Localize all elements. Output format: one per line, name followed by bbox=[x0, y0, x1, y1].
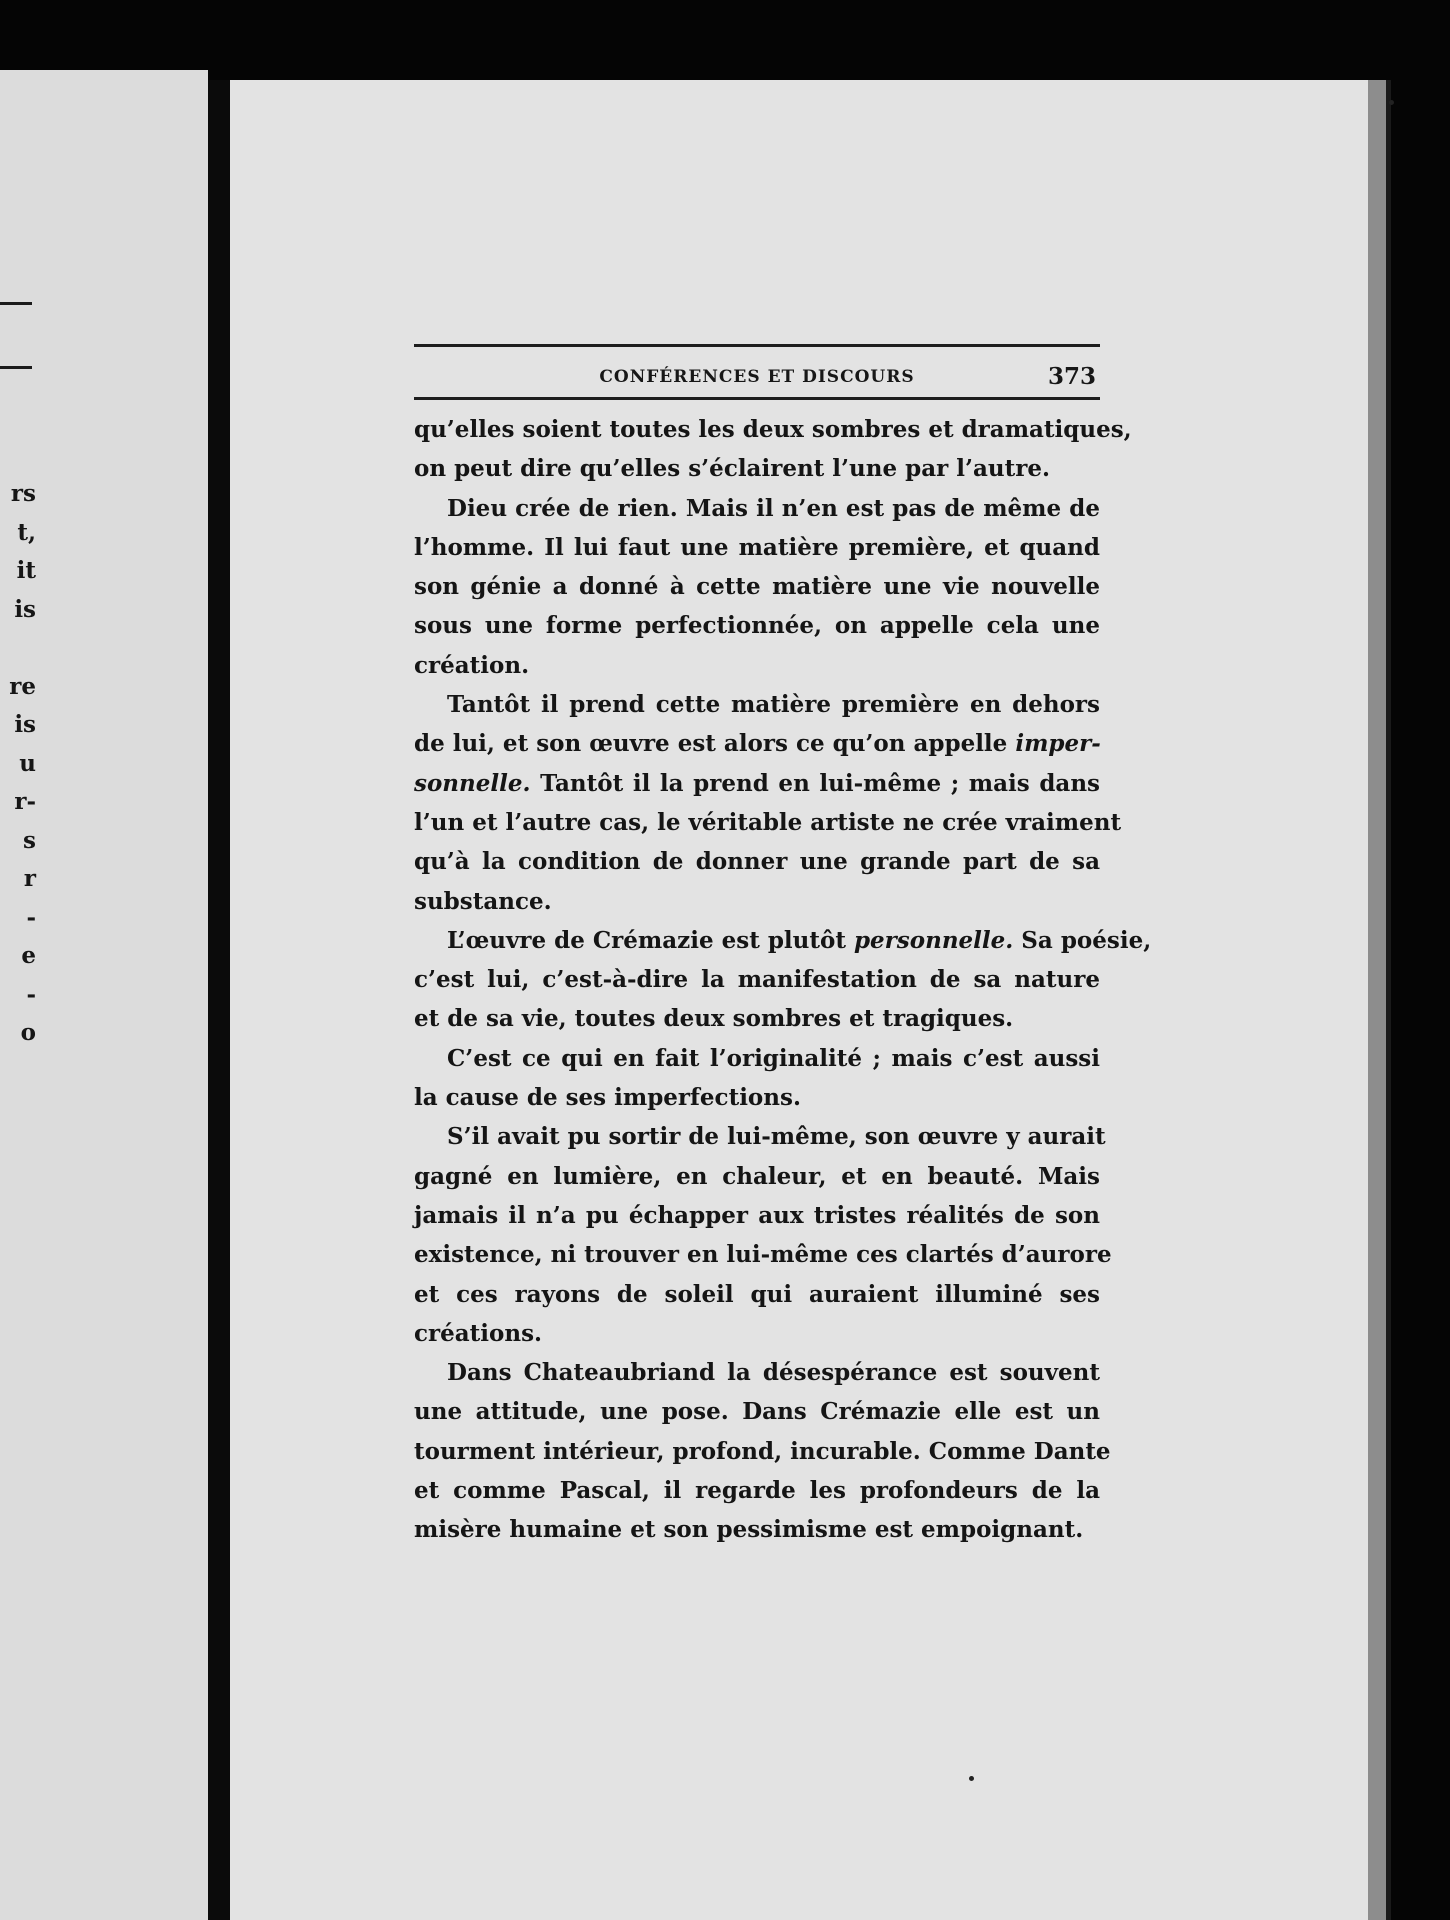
line-text: qu’à la condition de donner une grande part de sa bbox=[414, 848, 1100, 876]
line-text: Dans Chateaubriand la désespérance est souvent bbox=[447, 1359, 1100, 1387]
line-text: et ces rayons de soleil qui auraient illuminé ses bbox=[414, 1280, 1100, 1308]
left-page-fragment: is bbox=[14, 595, 36, 623]
text-line bbox=[414, 999, 1100, 1038]
line-text: l’homme. Il lui faut une matière première, et quand bbox=[414, 533, 1100, 561]
text-line bbox=[414, 410, 1132, 449]
text-line bbox=[414, 724, 1100, 763]
line-text: son génie a donné à cette matière une vie nouvelle bbox=[414, 573, 1100, 601]
left-page-line-endings bbox=[0, 475, 40, 1053]
line-text: de lui, et son œuvre est alors ce qu’on appelle bbox=[414, 730, 1008, 758]
left-page-fragment: rs bbox=[10, 480, 36, 507]
text-line bbox=[414, 1196, 1100, 1235]
left-page-rule bbox=[0, 366, 32, 369]
text-line bbox=[414, 1235, 1112, 1274]
text-line bbox=[414, 842, 1100, 881]
text-line bbox=[414, 1039, 1100, 1078]
left-page-fragment: e bbox=[21, 942, 36, 969]
paragraph bbox=[414, 1039, 1100, 1118]
text-line bbox=[414, 1275, 1100, 1314]
text-line bbox=[414, 1510, 1100, 1549]
line-text: gagné en lumière, en chaleur, et en beauté. Mais bbox=[414, 1162, 1100, 1190]
text-line bbox=[414, 921, 1152, 960]
page-edge-line bbox=[1386, 80, 1391, 1920]
text-line bbox=[414, 882, 1100, 921]
line-text: la cause de ses imperfections. bbox=[414, 1084, 801, 1112]
text-line bbox=[414, 1353, 1100, 1392]
left-page-fragment: re bbox=[9, 672, 36, 700]
left-page-fragment: is bbox=[14, 711, 36, 738]
header-bottom-rule bbox=[414, 397, 1100, 400]
left-page-fragment: t, bbox=[17, 518, 36, 546]
text-line bbox=[414, 567, 1100, 606]
paragraph bbox=[414, 685, 1122, 921]
line-text: Tantôt il la prend en lui-même ; mais dans bbox=[530, 769, 1100, 797]
left-page-fragment: - bbox=[26, 980, 36, 1008]
page-number: 373 bbox=[1047, 363, 1096, 390]
line-text: L’œuvre de Crémazie est plutôt bbox=[447, 926, 846, 954]
running-head bbox=[414, 347, 1100, 397]
line-text: S’il avait pu sortir de lui-même, son œuvre y aurait bbox=[447, 1123, 1106, 1151]
text-line bbox=[414, 1314, 1100, 1353]
line-text: jamais il n’a pu échapper aux tristes réalités de son bbox=[414, 1201, 1100, 1229]
scan-speck bbox=[969, 1776, 974, 1781]
text-line bbox=[414, 1078, 1100, 1117]
line-text: Tantôt il prend cette matière première en dehors bbox=[447, 691, 1100, 719]
line-text: c’est lui, c’est-à-dire la manifestation de sa nature bbox=[414, 966, 1100, 994]
text-line bbox=[414, 1471, 1100, 1510]
text-line bbox=[414, 489, 1100, 528]
paragraph bbox=[414, 1353, 1111, 1549]
page-text-block bbox=[414, 344, 1152, 1550]
left-page-fragment: o bbox=[20, 1019, 36, 1046]
text-line bbox=[414, 1392, 1100, 1431]
book-gutter bbox=[208, 80, 230, 1920]
line-text: substance. bbox=[414, 887, 552, 915]
line-text: création. bbox=[414, 651, 530, 679]
text-line bbox=[414, 1157, 1100, 1196]
text-line bbox=[414, 685, 1100, 724]
text-line bbox=[414, 764, 1100, 803]
line-text: créations. bbox=[414, 1319, 543, 1347]
text-line bbox=[414, 606, 1100, 645]
left-page-fragment: r- bbox=[14, 788, 36, 815]
line-text: qu’elles soient toutes les deux sombres et dramatiques, bbox=[414, 416, 1132, 443]
italic-word: imper- bbox=[1015, 730, 1101, 758]
body-text bbox=[414, 410, 1152, 1550]
paragraph bbox=[414, 1117, 1112, 1353]
text-line bbox=[414, 646, 1100, 685]
previous-page-fragment bbox=[0, 70, 208, 1920]
paragraph bbox=[414, 489, 1100, 685]
line-text: existence, ni trouver en lui-même ces clartés d’aurore bbox=[414, 1241, 1112, 1269]
left-page-fragment: r bbox=[23, 865, 36, 892]
line-text: C’est ce qui en fait l’originalité ; mais c’est aussi bbox=[447, 1044, 1100, 1072]
left-page-fragment: - bbox=[26, 903, 36, 931]
left-page-fragment bbox=[0, 629, 40, 668]
line-text: une attitude, une pose. Dans Crémazie elle est un bbox=[414, 1398, 1100, 1426]
paragraph bbox=[414, 410, 1132, 489]
line-text: tourment intérieur, profond, incurable. Comme Dante bbox=[414, 1437, 1111, 1465]
paragraph bbox=[414, 921, 1152, 1039]
line-text: misère humaine et son pessimisme est empoignant. bbox=[414, 1516, 1084, 1544]
text-line bbox=[414, 1117, 1106, 1156]
line-text: l’un et l’autre cas, le véritable artiste ne crée vraiment bbox=[414, 808, 1122, 836]
line-text: et de sa vie, toutes deux sombres et tragiques. bbox=[414, 1005, 1014, 1033]
text-line bbox=[414, 528, 1100, 567]
line-text: Dieu crée de rien. Mais il n’en est pas de même de bbox=[447, 494, 1100, 522]
text-line bbox=[414, 1432, 1111, 1471]
left-page-fragment: u bbox=[19, 749, 36, 777]
scan-speck bbox=[1389, 100, 1394, 105]
line-text: on peut dire qu’elles s’éclairent l’une par l’autre. bbox=[414, 455, 1050, 483]
left-page-fragment: it bbox=[16, 557, 36, 584]
line-text: sous une forme perfectionnée, on appelle cela une bbox=[414, 612, 1100, 640]
left-page-fragment: s bbox=[23, 826, 36, 854]
italic-word: sonnelle. bbox=[414, 769, 531, 797]
running-title: CONFÉRENCES ET DISCOURS bbox=[599, 367, 915, 387]
text-line bbox=[414, 803, 1122, 842]
text-line bbox=[414, 960, 1100, 999]
italic-word: personnelle. bbox=[853, 926, 1014, 954]
left-page-rule bbox=[0, 302, 32, 305]
text-line bbox=[414, 449, 1100, 488]
line-text: et comme Pascal, il regarde les profondeurs de la bbox=[414, 1477, 1100, 1505]
line-text: Sa poésie, bbox=[1013, 926, 1152, 954]
